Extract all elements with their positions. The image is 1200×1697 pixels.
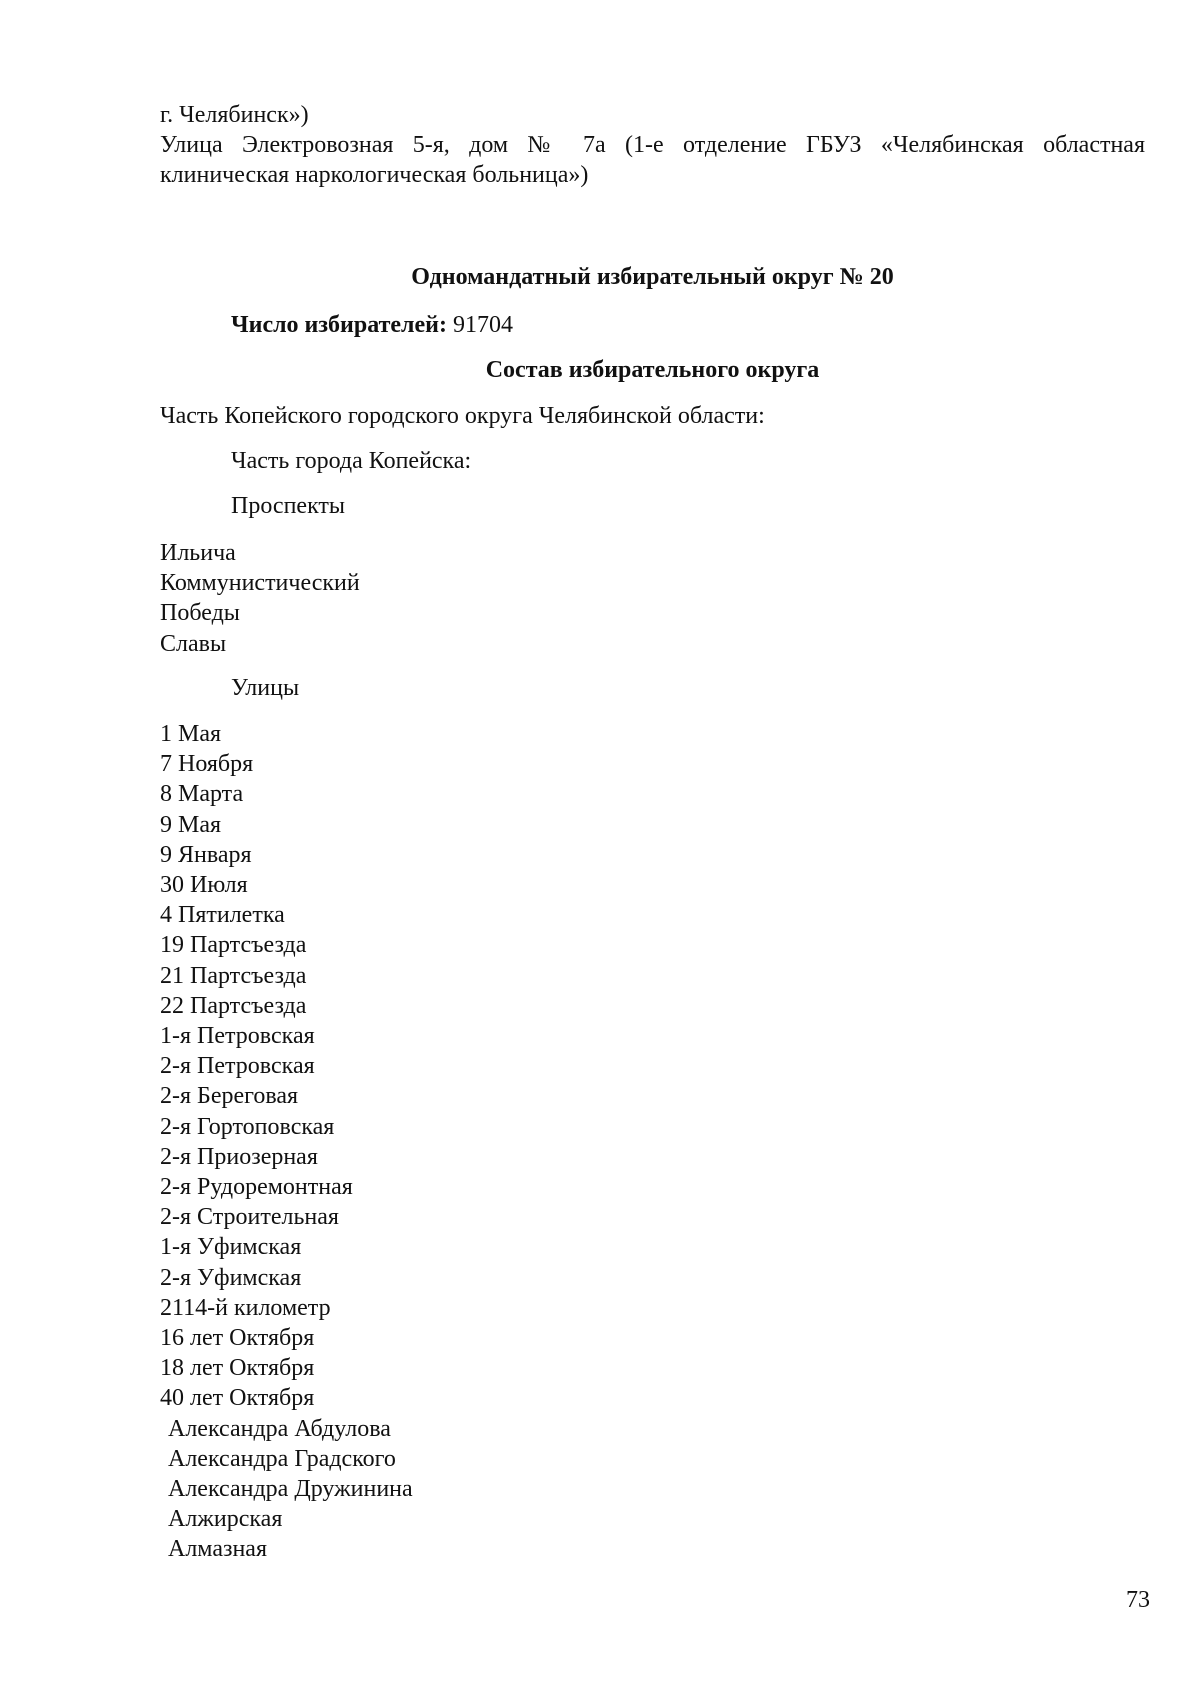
intro-line-3: клиническая наркологическая больница»)	[160, 162, 589, 188]
list-item: 2-я Приозерная	[160, 1143, 318, 1170]
list-item: 8 Марта	[160, 781, 244, 808]
list-item: 2114-й километр	[160, 1294, 331, 1321]
list-item: 9 Мая	[160, 811, 222, 838]
list-item: 1-я Петровская	[160, 1023, 315, 1050]
list-item: 2-я Береговая	[160, 1083, 299, 1110]
city-label: Часть города Копейска:	[231, 448, 472, 474]
list-item: 7 Ноября	[160, 751, 254, 778]
list-item: 16 лет Октября	[160, 1325, 315, 1352]
list-item: 4 Пятилетка	[160, 902, 285, 929]
list-item: Алмазная	[168, 1536, 267, 1563]
list-item: Алжирская	[168, 1506, 283, 1533]
intro-line-2: Улица Электровозная 5-я, дом № 7а (1-е отделение ГБУЗ «Челябинская областная	[160, 132, 1145, 158]
list-item: Ильича	[160, 540, 236, 566]
list-item: Коммунистический	[160, 570, 360, 597]
list-item: 2-я Петровская	[160, 1053, 315, 1080]
voters-value: 91704	[452, 312, 513, 338]
list-item: Александра Абдулова	[168, 1415, 391, 1442]
voters-label: Число избирателей:	[231, 312, 447, 338]
district-title: Одномандатный избирательный округ № 20	[411, 264, 894, 290]
list-item: 2-я Рудоремонтная	[160, 1174, 353, 1201]
page-number: 73	[1126, 1587, 1150, 1613]
streets-list	[160, 719, 413, 1565]
voters-count	[231, 310, 513, 340]
list-item: 18 лет Октября	[160, 1355, 315, 1382]
list-item: 40 лет Октября	[160, 1385, 315, 1412]
part-label: Часть Копейского городского округа Челябинской области:	[160, 403, 765, 429]
list-item: 9 Января	[160, 841, 252, 868]
list-item: 2-я Гортоповская	[160, 1113, 335, 1140]
avenues-label: Проспекты	[231, 493, 346, 519]
streets-label: Улицы	[231, 675, 300, 701]
list-item: 2-я Строительная	[160, 1204, 339, 1231]
intro-paragraph	[160, 100, 1145, 190]
list-item: Победы	[160, 600, 240, 627]
list-item: 1-я Уфимская	[160, 1234, 302, 1261]
list-item: Александра Дружинина	[168, 1476, 413, 1503]
list-item: 1 Мая	[160, 721, 222, 747]
composition-title: Состав избирательного округа	[485, 357, 820, 383]
list-item: Славы	[160, 630, 227, 657]
list-item: 19 Партсъезда	[160, 932, 307, 959]
intro-line-1: г. Челябинск»)	[160, 102, 309, 128]
avenues-list	[160, 538, 360, 659]
list-item: 22 Партсъезда	[160, 992, 307, 1019]
list-item: 2-я Уфимская	[160, 1264, 302, 1291]
list-item: 21 Партсъезда	[160, 962, 307, 989]
list-item: Александра Градского	[168, 1445, 396, 1472]
list-item: 30 Июля	[160, 872, 248, 899]
